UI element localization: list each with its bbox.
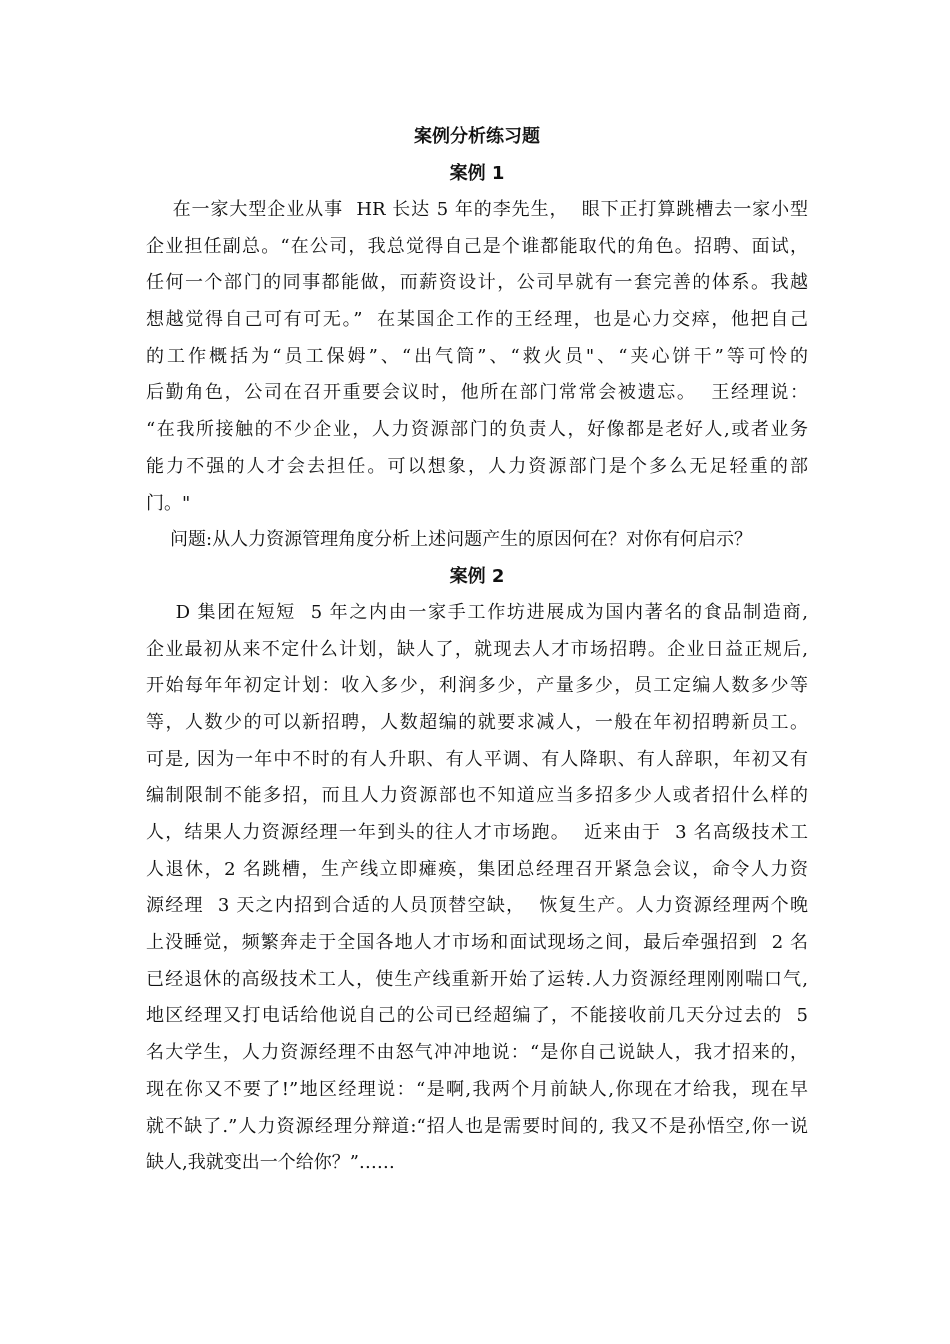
document-title: 案例分析练习题 [414,126,540,147]
paragraph-line: 门。" [146,492,191,514]
paragraph-line: 能力不强的人才会去担任。可以想象，人力资源部门是个多么无足轻重的部 [146,455,808,477]
paragraph-line: 上没睡觉，频繁奔走于全国各地人才市场和面试现场之间，最后牵强招到 2 名 [146,932,808,954]
paragraph-line: 后勤角色，公司在召开重要会议时，他所在部门常常会被遗忘。 王经理说： [146,382,808,404]
document-page [146,118,808,1182]
paragraph-line: “在我所接触的不少企业，人力资源部门的负责人，好像都是老好人,或者业务 [146,419,808,441]
paragraph-line: D 集团在短短 5 年之内由一家手工作坊进展成为国内著名的食品制造商, [146,601,808,623]
case-2-body [146,595,808,1182]
paragraph-line: 名大学生，人力资源经理不由怒气冲冲地说：“是你自己说缺人，我才招来的， [146,1042,808,1064]
paragraph-line: 企业担任副总。“在公司，我总觉得自己是个谁都能取代的角色。招聘、面试， [146,235,808,257]
paragraph-line: 开始每年年初定计划：收入多少，利润多少，产量多少，员工定编人数多少等 [146,675,808,697]
paragraph-line: 就不缺了.”人力资源经理分辩道:“招人也是需要时间的, 我又不是孙悟空,你一说 [146,1115,808,1137]
paragraph-line: 地区经理又打电话给他说自己的公司已经超编了，不能接收前几天分过去的 5 [146,1005,808,1027]
case-1-body [146,192,808,522]
paragraph-line: 人退休，2 名跳槽，生产线立即瘫痪，集团总经理召开紧急会议，命令人力资 [146,858,808,880]
paragraph-line: 源经理 3 天之内招到合适的人员顶替空缺， 恢复生产。人力资源经理两个晚 [146,895,808,917]
paragraph-line: 已经退休的高级技术工人，使生产线重新开始了运转.人力资源经理刚刚喘口气, [146,968,808,990]
paragraph-line: 在一家大型企业从事 HR 长达 5 年的李先生， 眼下正打算跳槽去一家小型 [146,199,808,220]
paragraph-line: 等，人数少的可以新招聘，人数超编的就要求减人，一般在年初招聘新员工。 [146,711,808,733]
case-1-question: 问题:从人力资源管理角度分析上述问题产生的原因何在？对你有何启示？ [170,529,753,551]
paragraph-line: 想越觉得自己可有可无。” 在某国企工作的王经理，也是心力交瘁，他把自己 [146,309,808,331]
paragraph-line: 任何一个部门的同事都能做，而薪资设计，公司早就有一套完善的体系。我越 [146,272,808,294]
case-1-heading: 案例 1 [449,163,505,184]
case-2-heading: 案例 2 [449,565,505,587]
paragraph-line: 企业最初从来不定什么计划，缺人了，就现去人才市场招聘。企业日益正规后, [146,638,808,660]
paragraph-line: 缺人,我就变出一个给你？”…… [146,1152,395,1174]
paragraph-line: 编制限制不能多招，而且人力资源部也不知道应当多招多少人或者招什么样的 [146,785,808,807]
paragraph-line: 人，结果人力资源经理一年到头的往人才市场跑。 近来由于 3 名高级技术工 [146,822,808,843]
paragraph-line: 可是, 因为一年中不时的有人升职、有人平调、有人降职、有人辞职，年初又有 [146,748,808,770]
paragraph-line: 的工作概括为“员工保姆”、“出气筒”、“救火员"、“夹心饼干”等可怜的 [146,345,808,367]
paragraph-line: 现在你又不要了!”地区经理说：“是啊,我两个月前缺人,你现在才给我，现在早 [146,1078,808,1100]
